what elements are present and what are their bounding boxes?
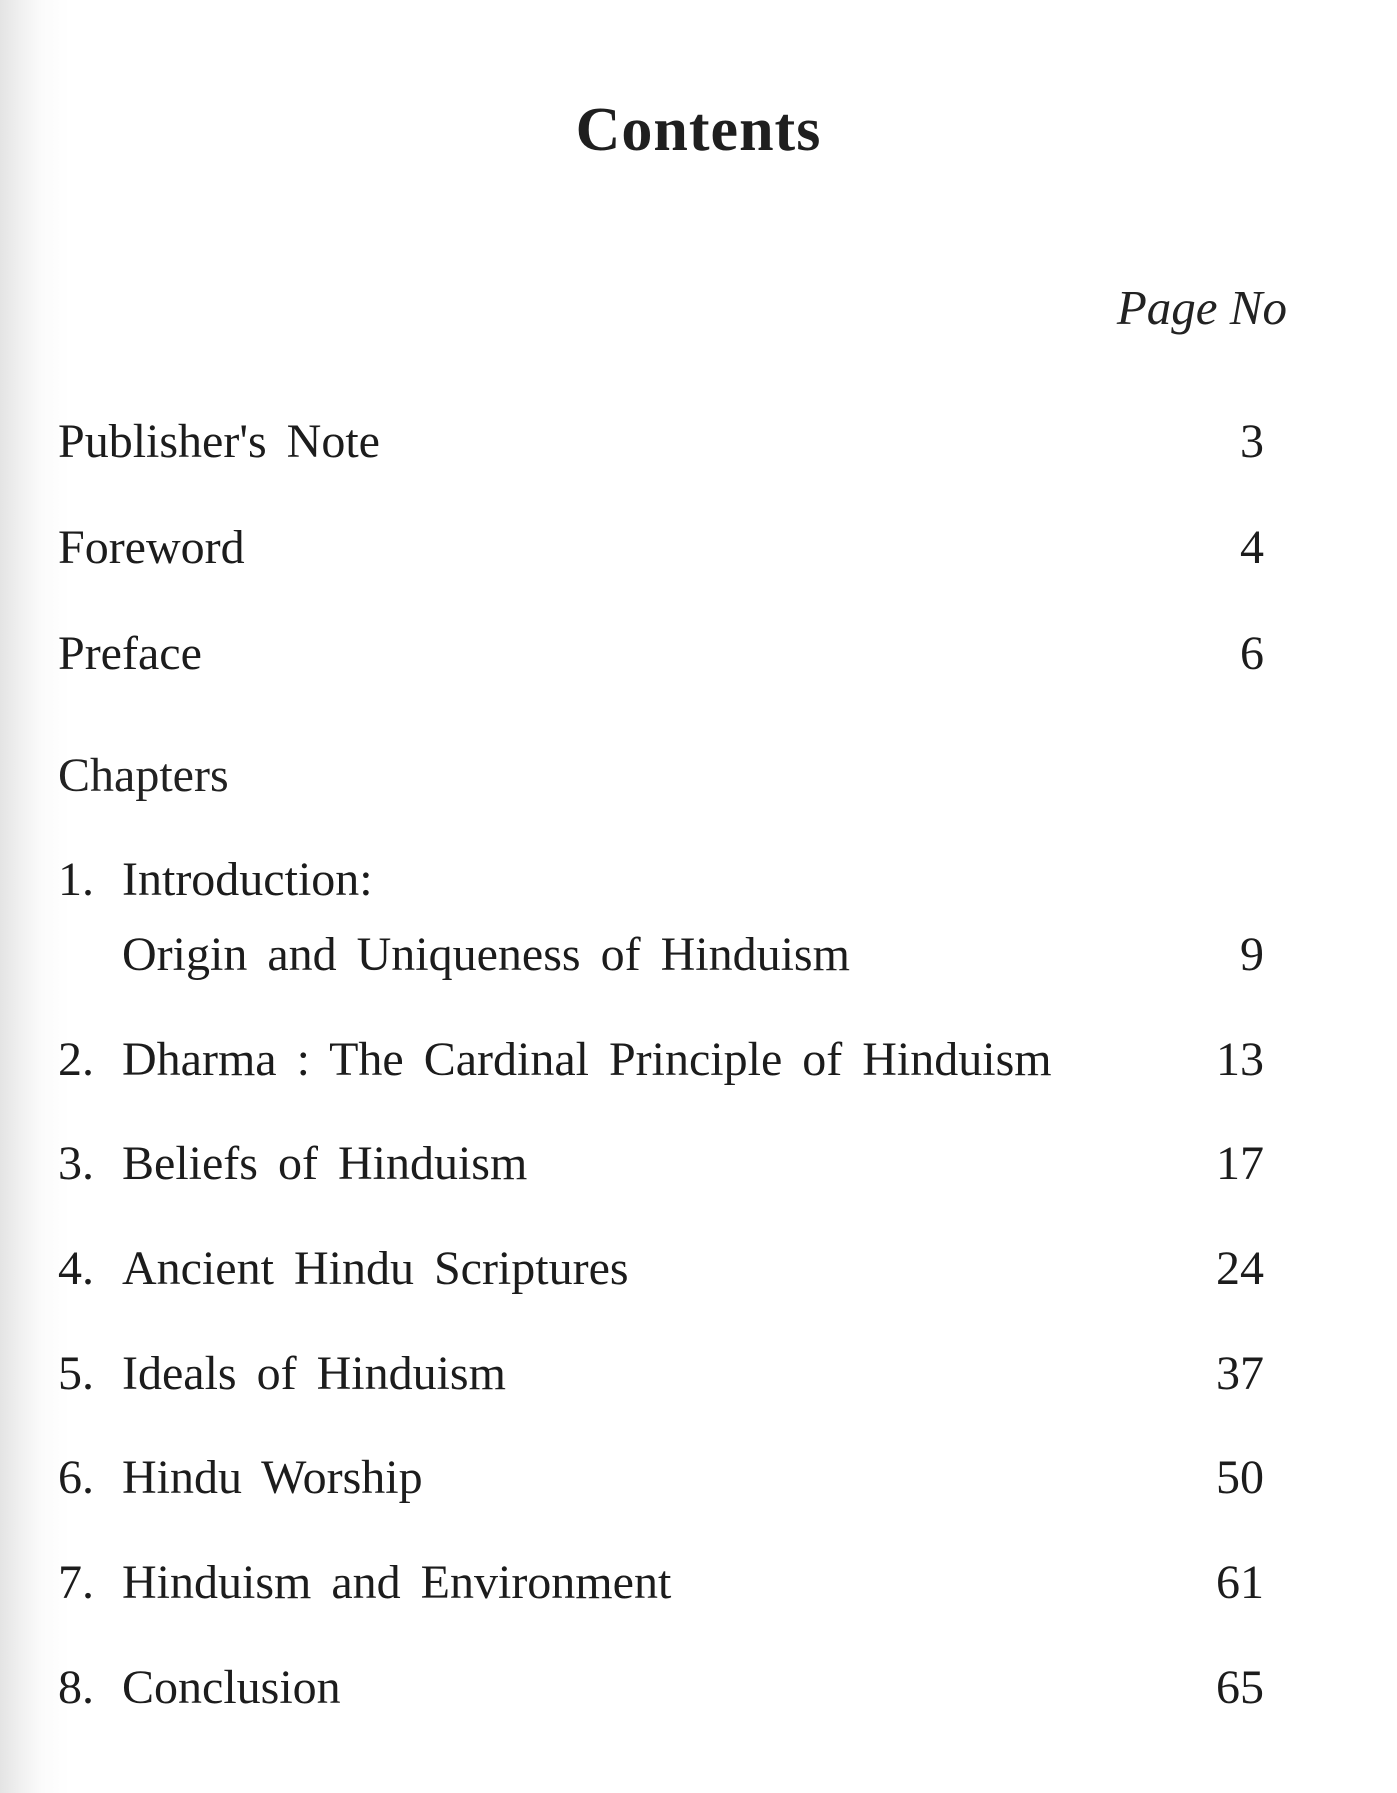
chapter-title-continued: Origin and Uniqueness of Hinduism <box>122 928 850 981</box>
toc-entry-page: 6 <box>1240 627 1264 680</box>
chapter-title: Ideals of Hinduism <box>122 1347 506 1400</box>
toc-entry-page: 9 <box>1240 928 1264 981</box>
toc-entry-label <box>58 1448 423 1508</box>
toc-entry-label: Foreword <box>58 521 245 574</box>
toc-entry-label <box>58 1344 506 1404</box>
toc-entry-label: Preface <box>58 627 202 680</box>
chapter-title: Conclusion <box>122 1661 341 1714</box>
toc-entry-label <box>58 1134 527 1194</box>
toc-entry-page: 4 <box>1240 521 1264 574</box>
chapter-title: Hinduism and Environment <box>122 1556 672 1609</box>
chapter-title: Hindu Worship <box>122 1451 423 1504</box>
chapter-number: 3. <box>58 1137 94 1190</box>
toc-entry-label <box>58 1030 1052 1090</box>
toc-entry-page: 50 <box>1216 1451 1264 1504</box>
chapter-title: Beliefs of Hinduism <box>122 1137 528 1190</box>
toc-entry-label <box>58 1239 629 1299</box>
toc-entry-label <box>58 1658 341 1718</box>
chapter-title: Introduction: <box>122 853 373 906</box>
chapter-title: Ancient Hindu Scriptures <box>122 1242 629 1295</box>
chapter-number: 5. <box>58 1347 94 1400</box>
chapter-number: 8. <box>58 1661 94 1714</box>
toc-entry-label <box>58 850 373 910</box>
toc-entry-page: 3 <box>1240 415 1264 468</box>
toc-entry-label <box>58 1553 671 1613</box>
chapter-number: 4. <box>58 1242 94 1295</box>
toc-entry-label: Publisher's Note <box>58 415 380 468</box>
chapter-number: 2. <box>58 1033 94 1086</box>
chapter-number: 7. <box>58 1556 94 1609</box>
page-no-header: Page No <box>1116 280 1287 335</box>
toc-entry-page: 65 <box>1216 1661 1264 1714</box>
toc-entry-page: 37 <box>1216 1347 1264 1400</box>
chapter-title: Dharma : The Cardinal Principle of Hinduism <box>122 1033 1052 1086</box>
page-title: Contents <box>575 96 822 164</box>
chapters-heading: Chapters <box>58 749 229 802</box>
toc-entry-page: 61 <box>1216 1556 1264 1609</box>
toc-entry-page: 24 <box>1216 1242 1264 1295</box>
chapter-number: 6. <box>58 1451 94 1504</box>
chapter-number: 1. <box>58 853 94 906</box>
toc-entry-page: 17 <box>1216 1137 1264 1190</box>
toc-entry-page: 13 <box>1216 1033 1264 1086</box>
